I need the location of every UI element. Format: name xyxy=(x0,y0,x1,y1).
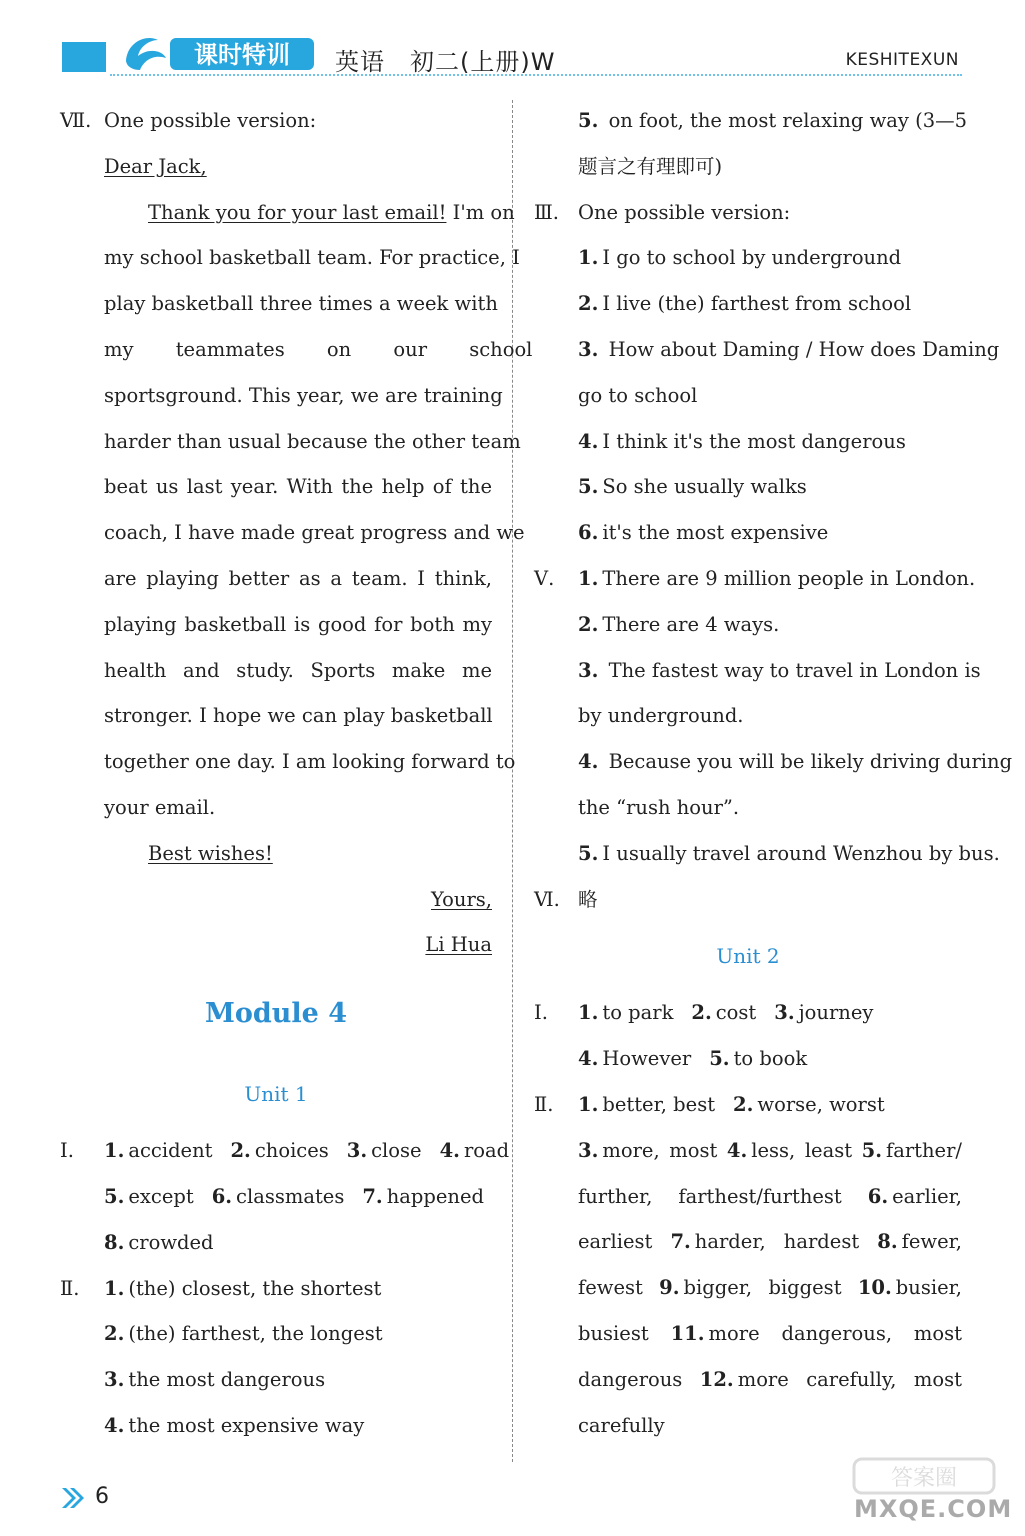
answer-line: 4. Because you will be likely driving during xyxy=(578,750,1013,774)
answer-line: 2. I live (the) farthest from school xyxy=(578,292,912,316)
section-i-line: 5. except 6. classmates 7. happened xyxy=(104,1184,484,1208)
answer-line: the “rush hour”. xyxy=(578,795,740,819)
brand-logo xyxy=(118,30,318,76)
answer-line: 2. There are 4 ways. xyxy=(578,612,780,636)
answer-line: 4. I think it's the most dangerous xyxy=(578,429,906,453)
section-ii-line: Ⅱ. 1. (the) closest, the shortest xyxy=(60,1276,382,1300)
letter-line: coach, I have made great progress and we xyxy=(104,521,525,545)
answer-line: 5. I usually travel around Wenzhou by bus. xyxy=(578,841,1000,865)
answer-line: 3. The fastest way to travel in London is xyxy=(578,658,981,682)
answer-line: 5. So she usually walks xyxy=(578,475,807,499)
letter-line: sportsground. This year, we are training xyxy=(104,383,503,407)
book-title: 英语 初二(上册)W xyxy=(335,48,556,76)
letter-line: beat us last year. With the help of the xyxy=(104,475,492,499)
header-rule xyxy=(110,74,962,76)
module-title: Module 4 xyxy=(204,998,348,1030)
u2-section-ii-line: further, farthest/furthest 6. earlier, xyxy=(578,1184,963,1208)
letter-line: playing basketball is good for both my xyxy=(104,612,492,636)
watermark-text: MXQE.COM xyxy=(854,1495,1013,1523)
letter-line: health and study. Sports make me xyxy=(104,658,492,682)
answer-line: 1. I go to school by underground xyxy=(578,246,902,270)
letter-yours: Yours, xyxy=(430,887,492,911)
logo-text: 课时特训 xyxy=(194,41,290,69)
answer-line: 题言之有理即可) xyxy=(578,154,723,178)
u2-section-ii-line: dangerous 12. more carefully, most xyxy=(578,1367,962,1391)
letter-salutation: Dear Jack, xyxy=(104,154,207,178)
letter-line: are playing better as a team. I think, xyxy=(104,566,492,590)
unit-title: Unit 2 xyxy=(716,944,780,969)
answer-line: 6. it's the most expensive xyxy=(578,521,829,545)
answer-line: 5. on foot, the most relaxing way (3—5 xyxy=(578,109,968,132)
answer-line: 3. How about Daming / How does Daming xyxy=(578,337,1000,361)
answer-line: by underground. xyxy=(578,704,744,728)
left-column xyxy=(60,98,533,1449)
letter-closing: Best wishes! xyxy=(148,841,273,865)
section-i-line: Ⅰ. 1. accident 2. choices 3. close 4. road xyxy=(60,1139,510,1163)
u2-section-ii-line: fewest 9. bigger, biggest 10. busier, xyxy=(578,1276,962,1300)
page-header xyxy=(0,0,1025,80)
u2-section-ii-line: 3. more, most 4. less, least 5. farther/ xyxy=(578,1138,962,1162)
letter-line: together one day. I am looking forward to xyxy=(104,750,516,774)
u2-section-ii-line: Ⅱ. 1. better, best 2. worse, worst xyxy=(534,1092,885,1116)
u2-section-i-line: 4. However 5. to book xyxy=(578,1047,808,1071)
section-ii-line: 4. the most expensive way xyxy=(104,1413,365,1437)
unit-title: Unit 1 xyxy=(244,1082,308,1107)
page-number: 6 xyxy=(95,1484,109,1509)
letter-line: my teammates on our school xyxy=(104,337,533,361)
section-ii-line: 2. (the) farthest, the longest xyxy=(104,1322,383,1346)
letter-line: play basketball three times a week with xyxy=(104,292,498,316)
letter-line: harder than usual because the other team xyxy=(104,429,521,453)
section-ii-line: 3. the most dangerous xyxy=(104,1368,326,1392)
section-i-line: 8. crowded xyxy=(104,1230,214,1254)
u2-section-ii-line: earliest 7. harder, hardest 8. fewer, xyxy=(578,1230,962,1254)
double-chevron-icon xyxy=(60,1486,86,1510)
section-vii-heading: Ⅶ. One possible version: xyxy=(60,109,317,132)
header-color-block xyxy=(62,42,106,72)
right-column xyxy=(534,98,1013,1448)
u2-section-ii-line: busiest 11. more dangerous, most xyxy=(578,1321,962,1345)
section-vi-line: Ⅵ. 略 xyxy=(534,887,598,911)
letter-signature: Li Hua xyxy=(425,933,492,957)
letter-line: my school basketball team. For practice, I xyxy=(104,246,520,270)
section-iii-heading: Ⅲ. One possible version: xyxy=(534,200,791,224)
letter-line: your email. xyxy=(104,795,216,819)
letter-line: stronger. I hope we can play basketball xyxy=(104,704,493,728)
u2-section-i-line: Ⅰ. 1. to park 2. cost 3. journey xyxy=(534,1001,874,1025)
brand-name: KESHITEXUN xyxy=(845,50,959,70)
svg-text:答案圈: 答案圈 xyxy=(890,1466,958,1491)
letter-line: Thank you for your last email! I'm on xyxy=(148,200,515,224)
answer-line: go to school xyxy=(578,383,698,407)
u2-section-ii-line: carefully xyxy=(578,1413,665,1437)
answer-line: Ⅴ. 1. There are 9 million people in London. xyxy=(534,566,976,590)
